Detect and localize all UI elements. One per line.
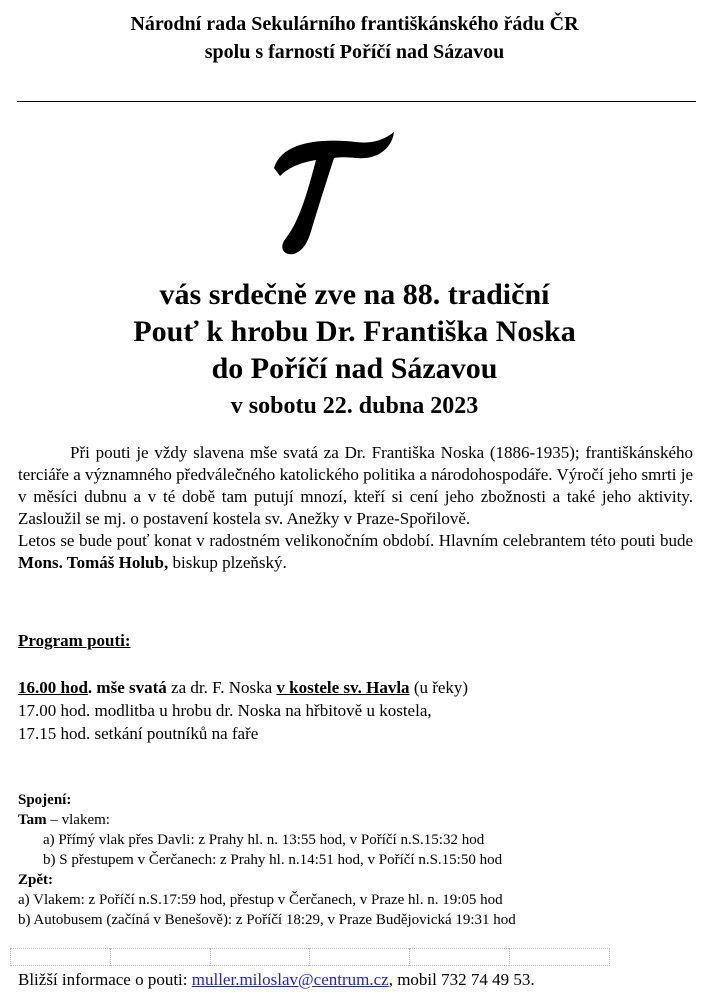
program-title: Program pouti: xyxy=(18,631,131,650)
header-line-1: Národní rada Sekulárního františkánského řádu ČR xyxy=(130,13,579,35)
invitation-text xyxy=(0,276,709,387)
table-gridlines xyxy=(10,948,610,966)
header-divider xyxy=(17,101,696,102)
program-item-1-text: za dr. F. Noska xyxy=(166,678,277,697)
connections-title: Spojení: xyxy=(18,792,72,808)
celebrant-name: Mons. Tomáš Holub, xyxy=(18,553,169,572)
there-option-b: b) S přestupem v Čerčanech: z Prahy hl. n.14:51 hod, v Poříčí n.S.15:50 hod xyxy=(43,852,503,868)
celebrant-title: biskup plzeňský. xyxy=(172,553,287,572)
there-option-a: a) Přímý vlak přes Davli: z Prahy hl. n. 13:55 hod, v Poříčí n.S.15:32 hod xyxy=(43,832,485,848)
paragraph-2-text: Letos se bude pouť konat v radostném velikonočním období. Hlavním celebrantem této pouti bude xyxy=(18,531,693,550)
invitation-line-1: vás srdečně zve na 88. tradiční xyxy=(159,278,550,311)
program-item-1-dot: . xyxy=(87,678,93,697)
back-option-b: b) Autobusem (začíná v Benešově): z Poříčí 18:29, v Praze Budějovická 19:31 hod xyxy=(18,912,516,928)
body-text xyxy=(18,442,693,574)
there-label: Tam xyxy=(18,812,47,828)
email-link[interactable]: muller.miloslav@centrum.cz xyxy=(191,970,389,989)
footer-contact xyxy=(18,968,708,992)
footer-suffix: , mobil 732 74 49 53. xyxy=(388,970,535,989)
program-item-1-mass: mše svatá xyxy=(92,678,167,697)
program-item-2: 17.00 hod. modlitba u hrobu dr. Noska na hřbitově u kostela, xyxy=(18,701,432,720)
program-item-1-time: 16.00 hod xyxy=(18,678,88,697)
connections xyxy=(18,790,698,930)
tau-cross-icon xyxy=(260,128,400,258)
program-item-1-end: (u řeky) xyxy=(409,678,469,697)
invitation-line-2: Pouť k hrobu Dr. Františka Noska xyxy=(133,315,576,348)
document-header xyxy=(0,10,709,66)
invitation-line-3: do Poříčí nad Sázavou xyxy=(211,352,498,385)
program-item-3: 17.15 hod. setkání poutníků na faře xyxy=(18,724,259,743)
back-label: Zpět: xyxy=(18,872,53,888)
paragraph-1: Při pouti je vždy slavena mše svatá za Dr. Františka Noska (1886-1935); františkánského terciáře a významného předválečného katolického politika a národohospodáře. Výročí jeho smrti je v měsíci dubnu a v té době tam putují mnozí, kteří si cení jeho zbožnosti a také jeho aktivity. Zasloužil se mj. o postavení kostela sv. Anežky v Praze-Spořilově. xyxy=(18,443,693,528)
paragraph-2 xyxy=(18,530,693,574)
event-date: v sobotu 22. dubna 2023 xyxy=(230,393,479,419)
program-item-1-place: v kostele sv. Havla xyxy=(276,678,410,697)
back-option-a: a) Vlakem: z Poříčí n.S.17:59 hod, přestup v Čerčanech, v Praze hl. n. 19:05 hod xyxy=(18,892,503,908)
header-line-2: spolu s farností Poříčí nad Sázavou xyxy=(204,41,505,63)
program-list xyxy=(18,676,698,745)
footer-prefix: Bližší informace o pouti: xyxy=(18,970,192,989)
program-item-1 xyxy=(18,676,698,699)
connections-there xyxy=(18,810,698,830)
there-rest: – vlakem: xyxy=(46,812,110,828)
